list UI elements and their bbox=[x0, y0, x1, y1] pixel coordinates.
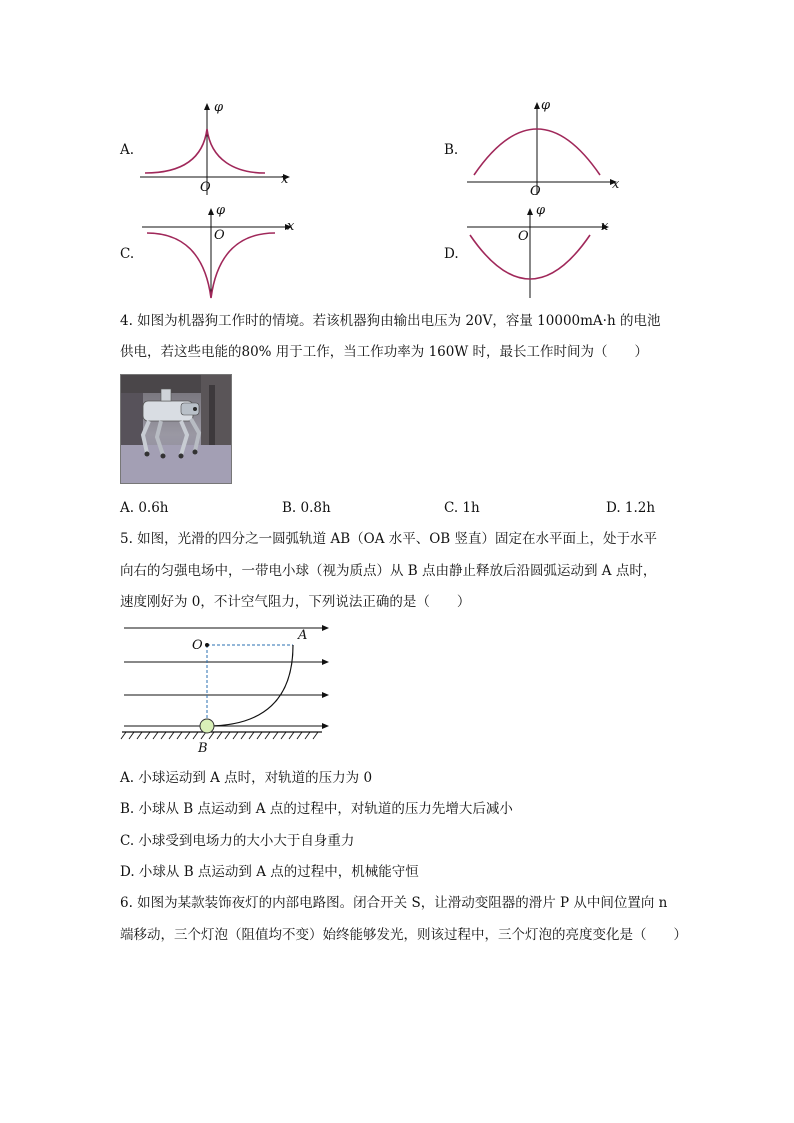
origin-label: O bbox=[530, 184, 541, 199]
origin-label: O bbox=[214, 228, 225, 243]
x-axis-label: x bbox=[612, 177, 620, 192]
robot-dog-photo bbox=[120, 374, 232, 484]
point-a-label: A bbox=[298, 628, 308, 643]
q4-stem-line2: 供电，若这些电能的80% 用于工作，当工作功率为 160W 时，最长工作时间为（ ） bbox=[120, 344, 649, 360]
origin-label: O bbox=[200, 180, 211, 195]
graph-c bbox=[137, 203, 297, 303]
option-label-d: D. bbox=[444, 246, 459, 262]
x-axis-label: x bbox=[287, 219, 295, 234]
origin-label: O bbox=[518, 229, 529, 244]
point-o-label: O bbox=[192, 638, 203, 653]
point-b-label: B bbox=[198, 741, 208, 756]
q6-stem-line2: 端移动，三个灯泡（阻值均不变）始终能够发光，则该过程中，三个灯泡的亮度变化是（ ） bbox=[120, 927, 687, 943]
phi-label: φ bbox=[541, 98, 551, 113]
q5-option-b: B. 小球从 B 点运动到 A 点的过程中，对轨道的压力先增大后减小 bbox=[120, 801, 513, 817]
q4-option-b: B. 0.8h bbox=[282, 500, 331, 516]
q4-stem-line1: 4. 如图为机器狗工作时的情境。若该机器狗由输出电压为 20V，容量 10000mA·h 的电池 bbox=[120, 313, 661, 329]
q5-option-a: A. 小球运动到 A 点时，对轨道的压力为 0 bbox=[120, 770, 373, 786]
q6-stem-line1: 6. 如图为某款装饰夜灯的内部电路图。闭合开关 S，让滑动变阻器的滑片 P 从中间位置向 n bbox=[120, 895, 668, 911]
option-label-c: C. bbox=[120, 246, 135, 262]
x-axis-label: x bbox=[601, 219, 609, 234]
q5-option-c: C. 小球受到电场力的大小大于自身重力 bbox=[120, 833, 355, 849]
x-axis-label: x bbox=[281, 172, 289, 187]
q5-stem-line3: 速度刚好为 0，不计空气阻力，下列说法正确的是（ ） bbox=[120, 594, 471, 610]
q4-option-d: D. 1.2h bbox=[606, 500, 656, 516]
q5-stem-line2: 向右的匀强电场中，一带电小球（视为质点）从 B 点由静止释放后沿圆弧运动到 A 点时， bbox=[120, 563, 657, 579]
q4-option-c: C. 1h bbox=[444, 500, 480, 516]
option-label-a: A. bbox=[120, 142, 135, 158]
q5-stem-line1: 5. 如图，光滑的四分之一圆弧轨道 AB（OA 水平、OB 竖直）固定在水平面上，处于水平 bbox=[120, 531, 658, 547]
graph-d bbox=[462, 203, 622, 303]
phi-label: φ bbox=[216, 203, 226, 218]
q5-option-d: D. 小球从 B 点运动到 A 点的过程中，机械能守恒 bbox=[120, 864, 419, 880]
phi-label: φ bbox=[214, 100, 224, 115]
phi-label: φ bbox=[536, 203, 546, 218]
q4-option-a: A. 0.6h bbox=[120, 500, 169, 516]
option-label-b: B. bbox=[444, 142, 459, 158]
